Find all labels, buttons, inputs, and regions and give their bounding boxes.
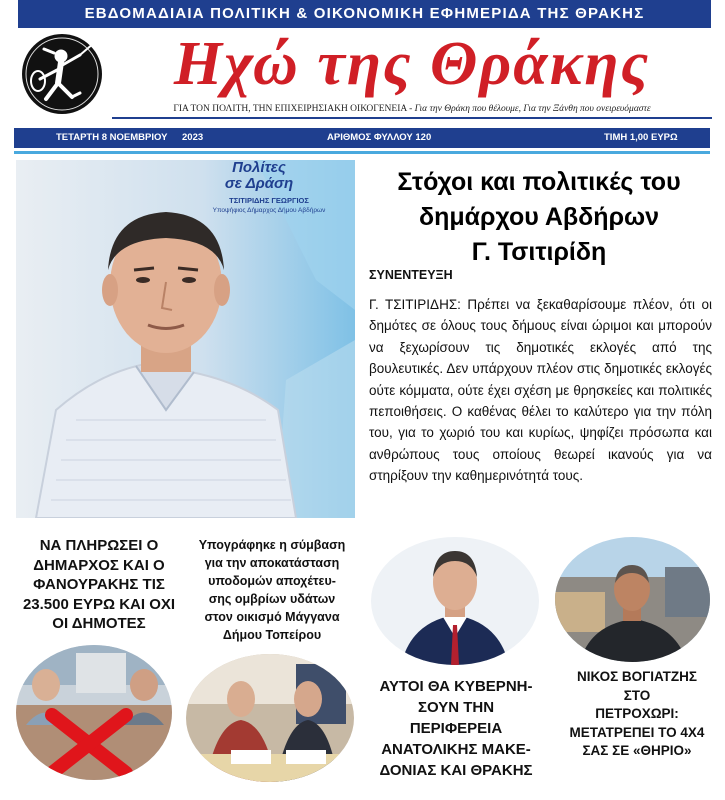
story-1-line: ΔΗΜΑΡΧΟΣ ΚΑΙ Ο xyxy=(33,556,165,574)
issue-date: ΤΕΤΑΡΤΗ 8 ΝΟΕΜΒΡΙΟΥ xyxy=(56,132,168,143)
story-4-photo xyxy=(555,537,710,662)
poster-role: Υποψήφιος Δήμαρχος Δήμου Αβδήρων xyxy=(212,207,326,214)
story-3-line: ΠΕΡΙΦΕΡΕΙΑ xyxy=(409,720,503,737)
story-1-line: 23.500 ΕΥΡΩ ΚΑΙ ΟΧΙ xyxy=(22,595,176,613)
tagline-italic: Για την Θράκη που θέλουμε, Για την Ξάνθη που ονειρευόμαστε xyxy=(414,104,651,114)
story-4-line: ΝΙΚΟΣ ΒΟΓΙΑΤΖΗΣ xyxy=(576,669,698,684)
lead-headline xyxy=(365,165,713,270)
poster-name: ΤΣΙΤΙΡΙΔΗΣ ΓΕΩΡΓΙΟΣ xyxy=(229,196,309,205)
tagline xyxy=(112,102,712,119)
story-4-line: ΠΕΤΡΟΧΩΡΙ: xyxy=(595,706,679,721)
story-4-line: ΣΤΟ xyxy=(623,687,651,703)
story-2-headline xyxy=(183,536,361,644)
issue-info-bar xyxy=(14,128,710,148)
tagline-main: ΓΙΑ ΤΟΝ ΠΟΛΙΤΗ, ΤΗΝ ΕΠΙΧΕΙΡΗΣΙΑΚΗ ΟΙΚΟΓΕΝΕΙΑ - xyxy=(173,104,413,114)
poster-slogan xyxy=(174,160,344,192)
thracian-warrior-logo xyxy=(14,31,110,117)
poster-line-2: σε Δράση xyxy=(224,175,294,192)
issue-year: 2023 xyxy=(182,132,204,143)
poster-line-1: Πολίτες xyxy=(232,160,286,176)
newspaper-title: Ηχώ της Θράκης xyxy=(173,30,651,98)
story-2-line: Δήμου Τοπείρου xyxy=(222,628,322,642)
headline-line-2: δημάρχου Αβδήρων xyxy=(418,203,660,231)
story-3-line: ΣΟΥΝ ΤΗΝ xyxy=(417,699,495,716)
story-2-line: Υπογράφηκε η σύμβαση xyxy=(198,538,346,552)
story-2-line: για την αποκατάσταση xyxy=(204,556,340,570)
headline-line-1: Στόχοι και πολιτικές του xyxy=(397,168,681,196)
issue-price: ΤΙΜΗ 1,00 ΕΥΡΩ xyxy=(604,132,678,143)
top-strip: ΕΒΔΟΜΑΔΙΑΙΑ ΠΟΛΙΤΙΚΗ & ΟΙΚΟΝΟΜΙΚΗ ΕΦΗΜΕΡΙΔΑ ΤΗΣ ΘΡΑΚΗΣ xyxy=(18,0,711,28)
story-2-line: στον οικισμό Μάγγανα xyxy=(204,610,340,624)
story-4-line: ΜΕΤΑΤΡΕΠΕΙ ΤΟ 4Χ4 xyxy=(569,724,705,740)
story-2-line: σης ομβρίων υδάτων xyxy=(208,592,336,606)
story-2-photo xyxy=(186,654,354,782)
lead-body-text: Γ. ΤΣΙΤΙΡΙΔΗΣ: Πρέπει να ξεκαθαρίσουμε πλέον, ότι οι δημότες σε όλους τους δήμους είναι ώριμοι και μπορούν να ξεχωρίσουν τις δημοτικές εκλογές από της βουλευτικές. Δεν υπάρχουν πλέον στις δημοτικές εκλογές ούτε κόμματα, ούτε έχει σχέση με θρησκείες και πολιτικές πεποιθήσεις. Ο καθένας θέλει το καλύτερο για την πόλη του, για το χωριό του και κυρίως, ψηφίζει πρόσωπα και ανθρώπους τους οποίους θεωρεί ικανούς για να στηρίξουν την καθημερινότητά τους. xyxy=(369,297,712,484)
story-3-photo xyxy=(371,537,539,665)
story-1-line: ΟΙ ΔΗΜΟΤΕΣ xyxy=(52,615,146,632)
story-3-line: ΑΝΑΤΟΛΙΚΗΣ ΜΑΚΕ- xyxy=(381,741,531,758)
story-3-line: ΔΟΝΙΑΣ ΚΑΙ ΘΡΑΚΗΣ xyxy=(379,762,533,779)
story-4-line: ΣΑΣ ΣΕ «ΘΗΡΙΟ» xyxy=(582,743,692,758)
story-3-headline xyxy=(368,676,544,781)
divider-line xyxy=(14,151,710,154)
story-3-line: ΑΥΤΟΙ ΘΑ ΚΥΒΕΡΝΗ- xyxy=(379,678,533,695)
issue-number: ΑΡΙΘΜΟΣ ΦΥΛΛΟΥ 120 xyxy=(327,132,432,143)
story-1-line: ΝΑ ΠΛΗΡΩΣΕΙ Ο xyxy=(39,537,159,554)
headline-line-3: Γ. Τσιτιρίδη xyxy=(471,238,607,266)
story-4-headline xyxy=(560,668,714,761)
interview-kicker: ΣΥΝΕΝΤΕΥΞΗ xyxy=(369,268,453,282)
lead-photo xyxy=(16,160,355,518)
story-2-line: υποδομών αποχέτευ- xyxy=(208,574,336,588)
story-1-headline xyxy=(14,536,184,634)
story-1-line: ΦΑΝΟΥΡΑΚΗΣ ΤΙΣ xyxy=(33,576,165,593)
story-1-photo xyxy=(16,645,172,780)
